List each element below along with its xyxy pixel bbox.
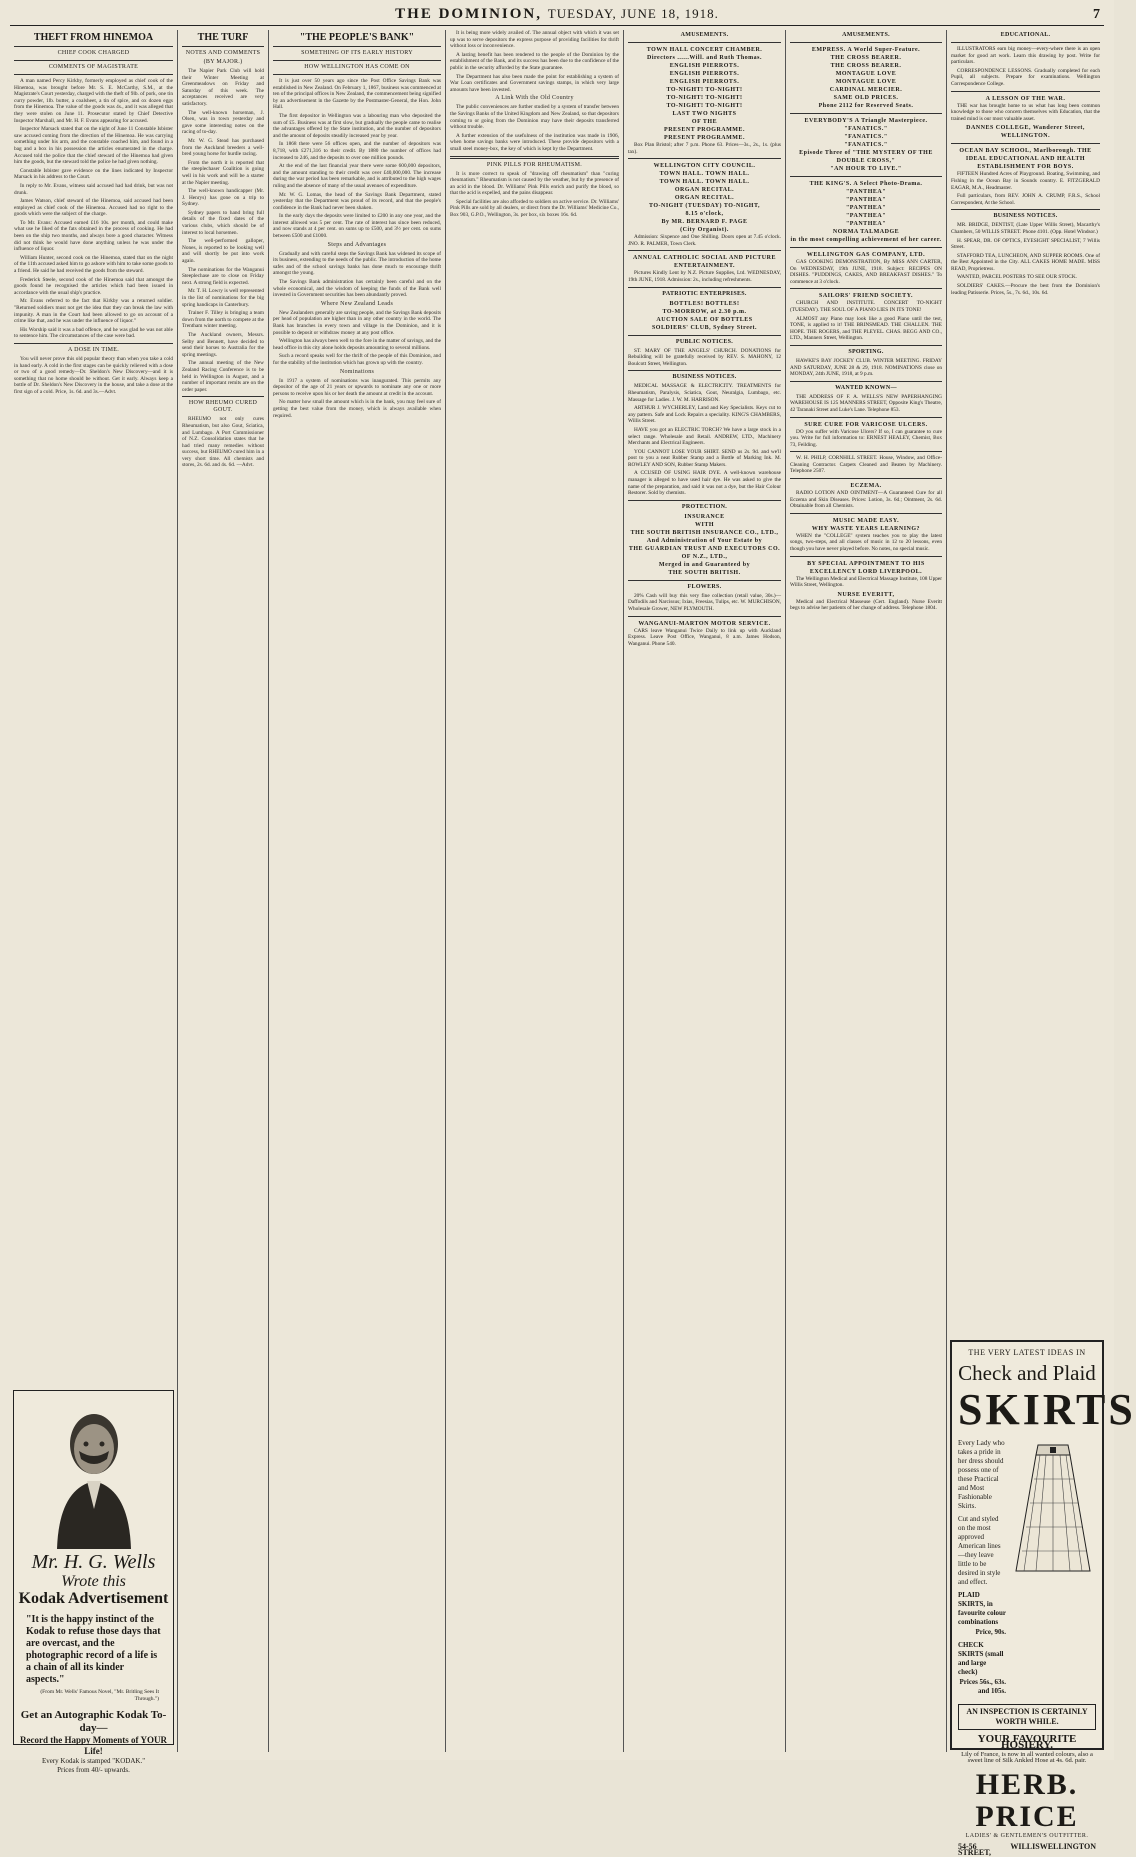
varicose-body: DO you suffer with Varicose Ulcers? If so, I can guarantee to cure you. Write for full information to: ERNEST HEALEY, Chemist, Box 73, Feilding.	[790, 428, 942, 448]
paragraph: Mr. Evans referred to the fact that Kirkby was a returned soldier. "Returned soldiers must not get the idea that they can break the law with impunity. A man in the Court had been allowed to go on account of a crime like that, and he was under the influence of liquor."	[14, 298, 173, 325]
herb-skirts-title: SKIRTS	[958, 1384, 1136, 1434]
paragraph: It is more correct to speak of "drawing off rheumatism" than "curing rheumatism." Rheumatism is not caused by the weather, but by the presence of an acid in the blood. Dr. Williams' Pink Pills enrich and purify the blood, so that the acid is expelled, and the pains disappear.	[450, 170, 619, 197]
educational-notice: CORRESPONDENCE LESSONS. Gradually completed for each Pupil, all subjects. Prepare for examinations. Wellington Correspondence College.	[951, 67, 1100, 87]
paragraph: The Department has also been made the point for establishing a system of War Loan certificates and Government savings stamps, in which very large amounts have been invested.	[450, 73, 619, 93]
column-6	[786, 30, 947, 1752]
subhead-steps: Steps and Advantages	[327, 241, 387, 248]
dose-ad-body: You will never prove this old popular theory than when you take a cold in hand early. A cold in the first stages can be quickly relieved with a dose or two of a good remedy—Dr. Sheldon's New Discovery—and it is something that no home should be without. Get it early. Always keep a bottle of Dr. Sheldon's New Discovery in the house, and take a dose at the first sign of a cold. Price, 1s. 6d. and 3s.—Advt.	[14, 355, 173, 395]
ocean-bay-body: FIFTEEN Hundred Acres of Playground. Boating, Swimming, and Fishing in the Ocean Bay in Sounds country. E. FITZGERALD EAGAR, M.A., Headmaster.	[951, 171, 1100, 191]
paragraph: It is being more widely availed of. The annual object with which it was set up was to serve depositors the express purpose of providing facilities for thrift without loss or inconvenience.	[450, 30, 619, 50]
special-appointment-body: The Wellington Medical and Electrical Massage Institute, 108 Upper Willis Street, Wellington.	[790, 575, 942, 589]
piano-ad: ALMOST any Piano may look like a good Piano until the test, TONE, is applied to it! THE BRINSMEAD. THE CHALLEN. THE HOPE. THE ROGERS, and THE PLEYEL. CHAS. BEGG AND CO., LTD., Manners Street, Wellington.	[790, 315, 942, 342]
favourite-hosiery: YOUR FAVOURITE HOSIERY.	[977, 1732, 1077, 1752]
dentist-ad: MR. BRIDGE, DENTIST, (Late Upper Willis Street), Macarthy's Chambers, 50 WILLIS STREET. Phone 4101. (Opp. Hotel Windsor.)	[951, 222, 1100, 235]
headline-rheumo: HOW RHEUMO CURED GOUT.	[188, 400, 258, 414]
nurse-everitt-body: Medical and Electrical Masseuse (Cert. England). Nurse Everitt begs to advise her patients of her change of address. Telephone 1804.	[790, 598, 942, 612]
kodak-headline-line1: Wrote this	[61, 1573, 126, 1590]
inspection-box: AN INSPECTION IS CERTAINLY WORTH WHILE.	[958, 1704, 1096, 1730]
page-title	[54, 6, 1060, 23]
patriotic-header: PATRIOTIC ENTERPRISES.	[662, 290, 747, 297]
educational-notice: ILLUSTRATORS earn big money—every-where there is an open market for good art work. Learn this drawing by post. Write for particulars.	[951, 46, 1100, 66]
kodak-stamp: Every Kodak is stamped "KODAK."	[41, 1757, 146, 1765]
skirt-illustration	[1010, 1439, 1096, 1579]
paragraph: In 1868 there were 56 offices open, and the number of depositors was 8,718, with £271,316 to their credit. By 1880 the number of offices had increased to 246, and the deposits to over one million pounds.	[273, 141, 441, 161]
amusements-header-2: AMUSEMENTS.	[842, 32, 890, 38]
paragraph: New Zealanders generally are saving people, and the Savings Bank deposits per head of population are higher than in any other country in the world. The Bank has branches in every town and village in the Dominion, and it is possible to deposit or withdraw money at any post office.	[273, 309, 441, 336]
paragraph: Sydney papers to hand bring full details of the fixed dates of the various clubs, which should be of interest to local horsemen.	[182, 209, 264, 236]
catholic-social-header: ANNUAL CATHOLIC SOCIAL AND PICTURE ENTERTAINMENT.	[633, 255, 776, 270]
council-lines: TOWN HALL. TOWN HALL. TOWN HALL. TOWN HALL. ORGAN RECITAL. ORGAN RECITAL. TO-NIGHT (TUESDAY) TO-NIGHT, 8.15 o'clock, By MR. BERNARD F. PAGE (City Organist).	[648, 171, 761, 234]
paragraph: Mr. T. H. Lowry is well represented in the list of nominations for the big spring handicaps in Canterbury.	[182, 288, 264, 308]
special-appointment-header: BY SPECIAL APPOINTMENT TO HIS EXCELLENCY LORD LIVERPOOL.	[807, 560, 925, 575]
paragraph: William Hunter, second cook on the Hinemoa, stated that on the night of the 11th accused asked him to go ashore with him to take some goods to a friend. He said he had received the goods from the steward.	[14, 254, 173, 275]
street-address: 54-56 WILLIS STREET,	[958, 1841, 1040, 1857]
paragraph: In 1917 a system of nominations was inaugurated. This permits any depositor of the age of 21 years or upwards to nominate any one or more persons to receive upon his or her death the amount at credit in the account.	[273, 377, 441, 397]
music-header: MUSIC MADE EASY.	[832, 517, 900, 524]
wanted-known-header: WANTED KNOWN—	[835, 384, 897, 391]
paragraph: No matter how small the amount which is in the bank, you may feel sure of getting the best value from the money, which is always available when required.	[273, 399, 441, 419]
empress-ad: EMPRESS. A World Super-Feature. THE CROSS BEARER. THE CROSS BEARER. MONTAGUE LOVE MONTAGUE LOVE CARDINAL MERCIER. SAME OLD PRICES. Phone 2112 for Reserved Seats.	[811, 47, 921, 109]
school-correspondent: Full particulars, from REV. JOHN A. CRUMP, F.R.S., School Correspondent, At the School.	[951, 193, 1100, 206]
subhead-chief-cook: CHIEF COOK CHARGED	[57, 50, 130, 56]
paragraph: The Savings Bank administration has certainly been careful and on the whole economical, and the wisdom of keeping the funds of the Bank well invested in Government securities has been abundantly proved.	[273, 279, 441, 299]
herb-address	[958, 1841, 1096, 1857]
ocean-bay-school: OCEAN BAY SCHOOL, Marlborough. THE IDEAL EDUCATIONAL AND HEALTH ESTABLISHMENT FOR BOYS.	[959, 148, 1092, 171]
city-council-header: WELLINGTON CITY COUNCIL.	[653, 163, 756, 170]
paragraph: Mr. W. G. Stead has purchased from the Auckland breeders a well-bred young horse for hurdle racing.	[182, 137, 264, 158]
business-notice: YOU CANNOT LOSE YOUR SHIRT. SEND us 2s. 9d. and we'll post to you a neat Rubber Stamp and a Bottle of Marking Ink. M. ROWLEY AND SON, Rubber Stamp Makers.	[628, 448, 781, 468]
educational-header: EDUCATIONAL.	[1000, 32, 1051, 38]
plaid-price: Price, 90s.	[975, 1627, 1006, 1636]
article-bank-body	[273, 78, 441, 419]
article-turf-body	[182, 68, 264, 393]
paragraph: Frederick Steele, second cook of the Hinemoa said that amongst the goods found he recognised the articles which had been issued in accordance with the usual ship's practice.	[14, 276, 173, 296]
paragraph: The well-known horseman, J. Olsen, was in town yesterday and gave some interesting notes on the racing of to-day.	[182, 109, 264, 136]
music-question: WHY WASTE YEARS LEARNING?	[811, 525, 921, 532]
business-notices-header-2: BUSINESS NOTICES.	[993, 213, 1058, 220]
kodak-quote: "It is the happy instinct of the Kodak to refuse those days that are overcast, and the photographic record of a life is a chain of all its kinder aspects."	[26, 1614, 161, 1685]
subhead-notes: NOTES AND COMMENTS	[185, 50, 261, 56]
protection-lines: INSURANCE WITH THE SOUTH BRITISH INSURANCE CO., LTD., And Administration of Your Estate by THE GUARDIAN TRUST AND EXECUTORS CO. OF N.Z., LTD., Merged in and Guaranteed by THE SOUTH BRITISH.	[628, 513, 781, 576]
subhead-old-country: A Link With the Old Country	[495, 95, 574, 102]
herb-paragraph: Cut and styled on the most approved American lines—they leave little to be desired in style and effect.	[958, 1514, 1001, 1586]
kodak-offer-sub: Record the Happy Moments of YOUR Life!	[20, 1735, 167, 1756]
flowers-header: FLOWERS.	[687, 583, 722, 590]
kodak-attribution: (From Mr. Wells' Famous Novel, "Mr. Britling Sees It Through.")	[40, 1689, 159, 1702]
kodak-advertisement	[13, 1390, 174, 1774]
kodak-headline-name: Mr. H. G. Wells	[31, 1551, 156, 1573]
paragraph: Such a record speaks well for the thrift of the people of this Dominion, and for the stability of the institution which has grown up with the country.	[273, 353, 441, 366]
everybodys-ad: EVERYBODY'S A Triangle Masterpiece. "FANATICS." "FANATICS." "FANATICS." Episode Three of "THE MYSTERY OF THE DOUBLE CROSS," "AN HOUR TO LIVE."	[799, 118, 933, 172]
paragraph: James Watson, chief steward of the Hinemoa, said accused had been employed as chief cook of the Hinemoa. Accused had no right to the goods which were the subject of the charge.	[14, 198, 173, 218]
lesson-of-war-body: THE war has brought home to us what has long been common knowledge to those who concern themselves with Education, that the trained mind is our most valuable asset.	[951, 102, 1100, 122]
business-notices-header: BUSINESS NOTICES.	[672, 374, 737, 381]
sailors-friend-header: SAILORS' FRIEND SOCIETY.	[819, 293, 913, 300]
page-number: 7	[1093, 7, 1100, 22]
subhead-comments: COMMENTS OF MAGISTRATE	[48, 64, 139, 70]
amusements-header: AMUSEMENTS.	[680, 32, 729, 38]
masthead	[10, 6, 1104, 26]
lesson-of-war-header: A LESSON OF THE WAR.	[985, 95, 1066, 102]
business-notice: HAVE you got an ELECTRIC TORCH? We have a large stock in a select range. Wholesale and Retail. ANDREW, LTD., Machinery Merchants and Electrical Engineers.	[628, 426, 781, 447]
paragraph: The first depositor in Wellington was a labouring man who deposited the sum of £5. Business was at first slow, but gradually the people came to realise the advantages offered by the State institution, and the number of depositors and the amount of deposits steadily increased year by year.	[273, 112, 441, 139]
subhead-nz-leads: Where New Zealand Leads	[320, 300, 394, 307]
soldiers-cakes-ad: SOLDIERS' CAKES.—Procure the best from the Dominion's leading Patisserie. Prices, 5s., 7s. 6d., 10s. 6d.	[951, 283, 1100, 296]
paragraph: The well-performed galloper, Nones, is reported to be looking well and will shortly be put into work again.	[182, 238, 264, 265]
catholic-social-footer: Pictures Kindly Lent by N.Z. Picture Supplies, Ltd. WEDNESDAY, 19th JUNE, 1918. Admission: 2s., including refreshments.	[628, 270, 781, 283]
kodak-prices: Prices from 40/- upwards.	[57, 1766, 130, 1774]
byline: (BY MAJOR.)	[203, 59, 243, 65]
column-7	[947, 30, 1136, 1857]
kings-ad: THE KING'S. A Select Photo-Drama. "PANTHEA" "PANTHEA" "PANTHEA" "PANTHEA" "PANTHEA" NORMA TALMADGE in the most compelling achievement of her career.	[790, 181, 942, 243]
headline-dose-in-time: A DOSE IN TIME.	[67, 346, 120, 353]
public-notice-body: ST. MARY OF THE ANGELS' CHURCH. DONATIONS for Rebuilding will be gratefully received by REV. S. MAHONY, 12 Boulcott Street, Wellington.	[628, 347, 781, 367]
paragraph: At the end of the last financial year there were some 600,000 depositors, and the amount standing to their credit was over £40,000,000. The increase during the war period has been remarkable, and is attributed to the high wages ruling and the absence of many of the usual avenues of expenditure.	[273, 163, 441, 189]
paper-name: THE DOMINION,	[395, 6, 542, 22]
paragraph: The well-known handicapper (Mr. J. Henrys) has gone on a trip to Sydney.	[182, 188, 264, 208]
herb-latest-ideas: THE VERY LATEST IDEAS IN	[968, 1348, 1086, 1357]
eczema-header: ECZEMA.	[850, 483, 882, 490]
nurse-everitt-header: NURSE EVERITT,	[837, 591, 895, 598]
protection-header: PROTECTION.	[681, 503, 728, 510]
kodak-headline-line2: Kodak Advertisement	[18, 1590, 169, 1607]
eczema-body: RADIO LOTION AND OINTMENT—A Guaranteed Cure for all Eczema and Skin Diseases. Prices: Lotion, 3s. 6d.; Ointment, 2s. 6d. Obtainable from all Chemists.	[790, 490, 942, 510]
herb-paragraph: Every Lady who takes a pride in her dress should possess one of these Practical and Most Fashionable Skirts.	[958, 1438, 1005, 1510]
paragraph: From the north it is reported that the steeplechaser Coalition is going well in his work and will be a starter at the Napier meeting.	[182, 159, 264, 186]
column-2	[178, 30, 269, 1752]
herb-price-advertisement	[950, 1340, 1136, 1857]
paragraph: Inspector Marsack stated that on the night of June 11 Constable Isbister saw accused coming from the direction of the Hinemoa. He was carrying something under his arm, and the constable coached him, and found in a bag and a box in his possession the articles enumerated in the charge. Accused told the police that the chief steward of the Hinemoa had given him the goods, but the steward told the police he had given nothing.	[14, 126, 173, 166]
paragraph: A further extension of the usefulness of the institution was made in 1906, when home savings banks were introduced. These provide depositors with a small steel money-box, the key of which is kept by the Department.	[450, 132, 619, 152]
paragraph: Trainer F. Tilley is bringing a team down from the north to compete at the Trentham winter meeting.	[182, 310, 264, 330]
paragraph: Constable Isbister gave evidence on the lines indicated by Inspector Marsack in his address to the Court.	[14, 167, 173, 181]
city: WELLINGTON	[1039, 1841, 1096, 1851]
herb-check-plaid: Check and Plaid	[958, 1360, 1096, 1385]
paragraph: The nominations for the Wanganui Steeplechase are to close on Friday next. A strong field is expected.	[182, 266, 264, 286]
sporting-body: HAWKE'S BAY JOCKEY CLUB. WINTER MEETING. FRIDAY AND SATURDAY, JUNE 28 & 29, 1918. NOMINATIONS close on MONDAY, 24th JUNE, 1918, at 9 p.m.	[790, 357, 942, 378]
flowers-body: 20% Cash will buy this very fine collection (retail value, 30s.)—Daffodils and Narcissus; Ixias, Freesias, Tulips, etc. W. MURCHISON, Wholesale Grower, NEW PLYMOUTH.	[628, 592, 781, 613]
kodak-offer: Get an Autographic Kodak To-day—	[20, 1709, 167, 1734]
paragraph: His Worship said it was a bad offence, and he was glad he was not able to sentence him. The circumstances of the case were bad.	[14, 326, 173, 340]
paragraph: Wellington has always been well to the fore in the matter of savings, and the head office in this city alone holds deposits amounting to several millions.	[273, 338, 441, 351]
pink-pills-body	[450, 171, 619, 219]
column-1	[10, 30, 178, 1774]
parcel-posters-ad: WANTED, PARCEL POSTERS TO SEE OUR STOCK.	[957, 274, 1077, 281]
gas-company-header: WELLINGTON GAS COMPANY, LTD.	[806, 252, 926, 258]
philp-ad: W. H. PHILP, CORNHILL STREET. House, Window, and Office-Cleaning Contractor. Carpets Cleaned and Beaten by Machinery. Telephone 2507.	[790, 455, 942, 475]
public-notices-header: PUBLIC NOTICES.	[675, 338, 734, 345]
council-footer: Admission: Sixpence and One Shilling. Doors open at 7.45 o'clock. JNO. R. PALMER, Town Clerk.	[628, 234, 781, 247]
paragraph: Gradually and with careful steps the Savings Bank has widened its scope of its business, extending to the needs of the public. The introduction of the home safes and of the school savings banks has done much to encourage thrift amongst the young.	[273, 250, 441, 277]
check-label: CHECK SKIRTS (small and large check)	[958, 1640, 1004, 1676]
business-notice: A CCUSED OF USING HAIR DYE. A well-known warehouse manager is alleged to have used hair dye. He was asked to give the name of the preparation, and said it was not a dye, but the Hair Colour Restorer. Sold by chemists.	[628, 470, 781, 497]
headline-theft: THEFT FROM HINEMOA	[33, 32, 154, 43]
subhead-wellington: HOW WELLINGTON HAS COME ON	[304, 64, 410, 70]
stafford-tea-ad: STAFFORD TEA, LUNCHEON, AND SUPPER ROOMS. One of the Best Appointed in the City. ALL CAKES HOME MADE. MISS READ, Proprietress.	[951, 252, 1100, 272]
concert-lines: Directors ......Will. and Ruth Thomas. ENGLISH PIERROTS. ENGLISH PIERROTS. ENGLISH PIERROTS. TO-NIGHT! TO-NIGHT! TO-NIGHT! TO-NIGHT! TO-NIGHT! TO-NIGHT! LAST TWO NIGHTS OF THE PRESENT PROGRAMME. PRESENT PROGRAMME.	[646, 55, 762, 141]
business-notice: ARTHUR J. WYCHERLEY, Land and Key Specialists. Keys cut to any pattern. Safe and Lock Repairs a speciality. KING'S CHAMBERS, Willis Street.	[628, 405, 781, 425]
column-4	[446, 30, 624, 1752]
plaid-label: PLAID SKIRTS, in favourite colour combinations	[958, 1590, 1006, 1626]
paragraph: In reply to Mr. Evans, witness said accused had had drink, but was not drunk.	[14, 182, 173, 196]
paragraph: To Mr. Evans: Accused earned £16 10s. per month, and could make what use he liked of the fats obtained in the process of cooking. He had been on the ship two months, and always bore a good character. Witness did not think he would have done anything unless he was under the influence of liquor.	[14, 219, 173, 253]
column-5	[624, 30, 786, 1752]
paragraph: It is just over 50 years ago since the Post Office Savings Bank was established in New Zealand. On February 1, 1867, business was commenced at ten of the principal offices in New Zealand, the commencement being signified by an advertisement in the Gazette by the Postmaster-General, the Hon. John Hall.	[273, 78, 441, 111]
varicose-header: SURE CURE FOR VARICOSE ULCERS.	[804, 421, 928, 428]
paragraph: A lasting benefit has been rendered to the people of the Dominion by the establishment of the Bank, and its success has been due to the confidence of the public in the security afforded by the State guarantee.	[450, 51, 620, 71]
check-price: Prices 56s., 63s. and 105s.	[959, 1677, 1006, 1695]
herb-description	[958, 1439, 1010, 1700]
concert-footer: Box Plan Bristol; after 7 p.m. Phone 63. Prices—3s., 2s., 1s. (plus tax).	[628, 142, 781, 155]
subhead-nominations: Nominations	[339, 368, 375, 375]
headline-peoples-bank: "THE PEOPLE'S BANK"	[299, 32, 415, 43]
wanted-known-body: THE ADDRESS OF F. A. WELLS'S NEW PAPERHANGING WAREHOUSE IS 125 MANNERS STREET, Opposite King's Theatre, 42 Taranaki Street and Luke's Lane. Telephone 853.	[790, 393, 942, 413]
issue-date: TUESDAY, JUNE 18, 1918.	[547, 6, 719, 21]
dannes-college: DANNES COLLEGE, Wanderer Street, WELLINGTON.	[966, 125, 1085, 140]
paragraph: The public conveniences are further studied by a system of transfer between the Savings Banks of the United Kingdom and New Zealand, so that depositors coming to or going from the Dominion may have their deposits transferred without trouble.	[450, 104, 619, 131]
article-bank-continued	[450, 30, 619, 153]
headline-pink-pills: PINK PILLS FOR RHEUMATISM.	[486, 161, 583, 168]
wanganui-motor-body: CARS leave Wanganui Twice Daily to link up with Auckland Express. Leave Post Office, Wanganui, 8 a.m. James Hodson, Wanganui. Phone 540.	[628, 627, 781, 647]
lily-of-france: Lily of France, is now in all wanted colours, also a sweet line of Silk Ankled Hose at 4s. 6d. pair.	[961, 1750, 1093, 1765]
paragraph: A man named Percy Kirkby, formerly employed as chief cook of the Hinemoa, was brought before Mr. S. E. McCarthy, S.M., at the Magistrate's Court yesterday, charged with the theft of 9lb. of pork, one tin curry powder, 1lb. butter, a coalsheet, a tin of spice, and ox dozen eggs from the Hinemoa. The value of the goods was 4s., and it was alleged that they were stolen on June 11. Prosecutor stated by Chief Detective Inspector Marshall, and Mr. H. F. Evans appearing for accused.	[14, 78, 173, 124]
sailors-friend-body: CHURCH AND INSTITUTE. CONCERT TO-NIGHT (TUESDAY). THE SOUL OF A PIANO LIES IN ITS TONE!	[790, 300, 942, 313]
outfitter-line: LADIES' & GENTLEMEN'S OUTFITTER.	[965, 1832, 1089, 1839]
headline-turf: THE TURF	[197, 32, 249, 43]
optics-ad: H. SPEAR, DR. OF OPTICS, EYESIGHT SPECIALIST, 7 Willis Street.	[951, 237, 1100, 251]
business-notices-list	[628, 383, 781, 497]
patriotic-lines: BOTTLES! BOTTLES! TO-MORROW, at 2.30 p.m. AUCTION SALE OF BOTTLES SOLDIERS' CLUB, Sydney Street.	[651, 300, 758, 331]
subhead-early-history: SOMETHING OF ITS EARLY HISTORY	[301, 50, 413, 56]
paragraph: Mr. W. G. Lomas, the head of the Savings Bank Department, stated yesterday that the Department was proud of its record, and that the people's confidence in the Bank had never been shaken.	[273, 191, 441, 211]
paragraph: The Napier Park Club will hold their Winter Meeting at Greenmeadows on Friday and Saturday of this week. The acceptances received are very satisfactory.	[182, 68, 264, 107]
business-notice: MEDICAL MASSAGE & ELECTRICITY. TREATMENTS for Rheumatism, Paralysis, Sciatica, Gout, Neuralgia, Lumbago, etc. Massage for Ladies. J. W. M. HARRISON.	[628, 383, 781, 403]
sporting-header: SPORTING.	[848, 348, 884, 355]
wanganui-motor-header: WANGANUI-MARTON MOTOR SERVICE.	[638, 620, 771, 627]
herb-price-name: HERB. PRICE	[975, 1767, 1079, 1833]
article-theft-body	[14, 78, 173, 340]
paragraph: In the early days the deposits were limited to £200 in any one year, and the interest allowed was 5 per cent. The rate of interest has since been reduced, and now stands at 4 per cent. on sums up to £500, and 3½ per cent. on sums between £500 and £1000.	[273, 213, 441, 240]
paragraph: The annual meeting of the New Zealand Racing Conference is to be held in Wellington in August, and a number of important remits are on the order paper.	[182, 360, 264, 393]
hg-wells-portrait	[49, 1399, 139, 1549]
music-body: WHEN the "COLLEGE" system teaches you to play the latest songs, two-steps, and all classes of music in 12 to 20 lessons, even though you have never played before. No notes, no special music.	[790, 532, 942, 553]
rheumo-body: RHEUMO not only cures Rheumatism, but also Gout, Sciatica, and Lumbago. A Port Commissioner of N.Z. Consolidation states that he had tried many remedies without success, but RHEUMO cured him in a very short time. All chemists and stores, 2s. 6d. and 4s. 6d. —Advt.	[182, 416, 264, 469]
column-3	[269, 30, 446, 1752]
paragraph: Special facilities are also afforded to soldiers on active service. Dr. Williams' Pink Pills are sold by all dealers, or direct from the Dr. Williams' Medicine Co., Box 903, G.P.O., Wellington, 3s. per box, six boxes 16s. 6d.	[450, 198, 619, 219]
concert-chamber-header: TOWN HALL CONCERT CHAMBER.	[646, 47, 763, 53]
gas-company-body: GAS COOKING DEMONSTRATION, By MISS ANN CARTER, On WEDNESDAY, 19th JUNE, 1918. Subject: RECIPES ON DISHES. "PUDDINGS, CAKES, AND BREAKFAST DISHES." To commence at 3 o'clock.	[790, 259, 942, 285]
paragraph: The Auckland owners, Messrs. Selby and Bennett, have decided to send their horses to Australia for the spring meetings.	[182, 331, 264, 358]
